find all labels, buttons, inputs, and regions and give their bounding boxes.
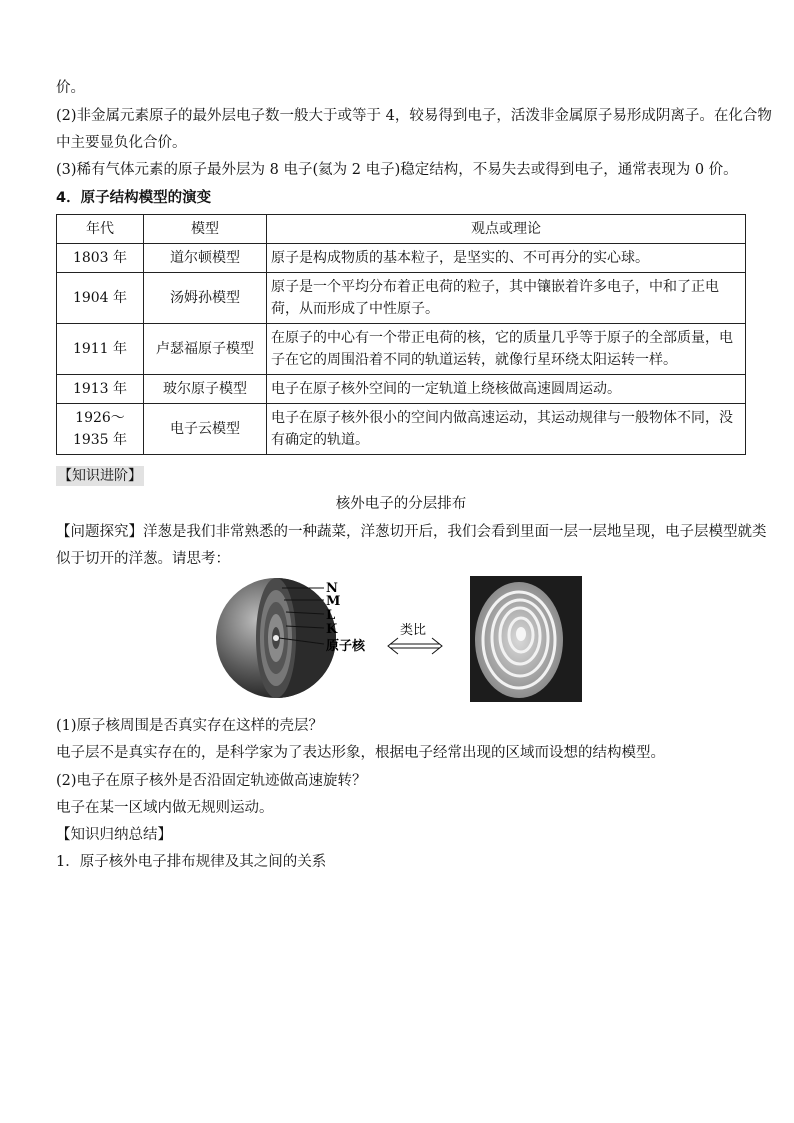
atom-onion-figure <box>214 574 584 704</box>
summary-tag: 【知识归纳总结】 <box>56 827 172 843</box>
subsection-title: 核外电子的分层排布 <box>335 496 467 512</box>
cell-year: 1803 年 <box>57 244 144 273</box>
table-header-row <box>57 215 746 244</box>
answer-line: 电子层不是真实存在的，是科学家为了表达形象，根据电子经常出现的区域而设想的结构模型。 <box>56 745 665 761</box>
shell-label-k: K <box>326 622 338 637</box>
atomic-model-table <box>56 214 746 455</box>
shell-label-m: M <box>326 594 341 609</box>
cell-model: 玻尔原子模型 <box>144 375 267 404</box>
cell-view: 在原子的中心有一个带正电荷的核，它的质量几乎等于原子的全部质量，电子在它的周围沿着不同的轨道运转，就像行星环绕太阳运转一样。 <box>267 324 746 375</box>
cell-model: 道尔顿模型 <box>144 244 267 273</box>
answer-line: 电子在某一区域内做无规则运动。 <box>56 800 274 816</box>
knowledge-advance-tag: 【知识进阶】 <box>58 468 142 484</box>
cell-model: 电子云模型 <box>144 404 267 455</box>
cell-year: 1911 年 <box>57 324 144 375</box>
table-row <box>57 324 746 375</box>
onion-photo-icon <box>470 576 582 702</box>
cell-model: 卢瑟福原子模型 <box>144 324 267 375</box>
header-view: 观点或理论 <box>267 215 746 244</box>
text-line: 似于切开的洋葱。请思考： <box>56 551 230 567</box>
cell-year: 1904 年 <box>57 273 144 324</box>
text-line: (3)稀有气体元素的原子最外层为 8 电子(氦为 2 电子)稳定结构，不易失去或得到电子，通常表现为 0 价。 <box>56 162 738 178</box>
table-row <box>57 375 746 404</box>
cell-year: 1913 年 <box>57 375 144 404</box>
cell-model: 汤姆孙模型 <box>144 273 267 324</box>
section-title: 4．原子结构模型的演变 <box>56 190 212 206</box>
question-line: (1)原子核周围是否真实存在这样的壳层？ <box>56 718 324 734</box>
question-line: (2)电子在原子核外是否沿固定轨迹做高速旋转？ <box>56 773 367 789</box>
text-line: 价。 <box>56 80 85 96</box>
table-row <box>57 404 746 455</box>
header-year: 年代 <box>57 215 144 244</box>
atom-model-icon <box>216 578 336 698</box>
analogy-label: 类比 <box>400 623 427 638</box>
shell-label-n: N <box>326 581 338 596</box>
figure-svg <box>214 574 584 704</box>
cell-view: 电子在原子核外很小的空间内做高速运动，其运动规律与一般物体不同，没有确定的轨道。 <box>267 404 746 455</box>
shell-label-l: L <box>326 608 336 623</box>
cell-view: 原子是一个平均分布着正电荷的粒子，其中镶嵌着许多电子，中和了正电荷，从而形成了中性原子。 <box>267 273 746 324</box>
cell-view: 原子是构成物质的基本粒子，是坚实的、不可再分的实心球。 <box>267 244 746 273</box>
nucleus-label: 原子核 <box>326 639 366 654</box>
header-model: 模型 <box>144 215 267 244</box>
double-arrow-icon <box>388 638 442 654</box>
text-line: 中主要显负化合价。 <box>56 135 187 151</box>
table-row <box>57 244 746 273</box>
summary-item: 1．原子核外电子排布规律及其之间的关系 <box>56 854 327 870</box>
cell-year: 1926～1935 年 <box>57 404 144 455</box>
cell-view: 电子在原子核外空间的一定轨道上绕核做高速圆周运动。 <box>267 375 746 404</box>
text-line: 【问题探究】洋葱是我们非常熟悉的一种蔬菜，洋葱切开后，我们会看到里面一层一层地呈现，电子层模型就类 <box>56 524 767 540</box>
table-row <box>57 273 746 324</box>
text-line: (2)非金属元素原子的最外层电子数一般大于或等于 4，较易得到电子，活泼非金属原子易形成阴离子。在化合物 <box>56 108 772 124</box>
